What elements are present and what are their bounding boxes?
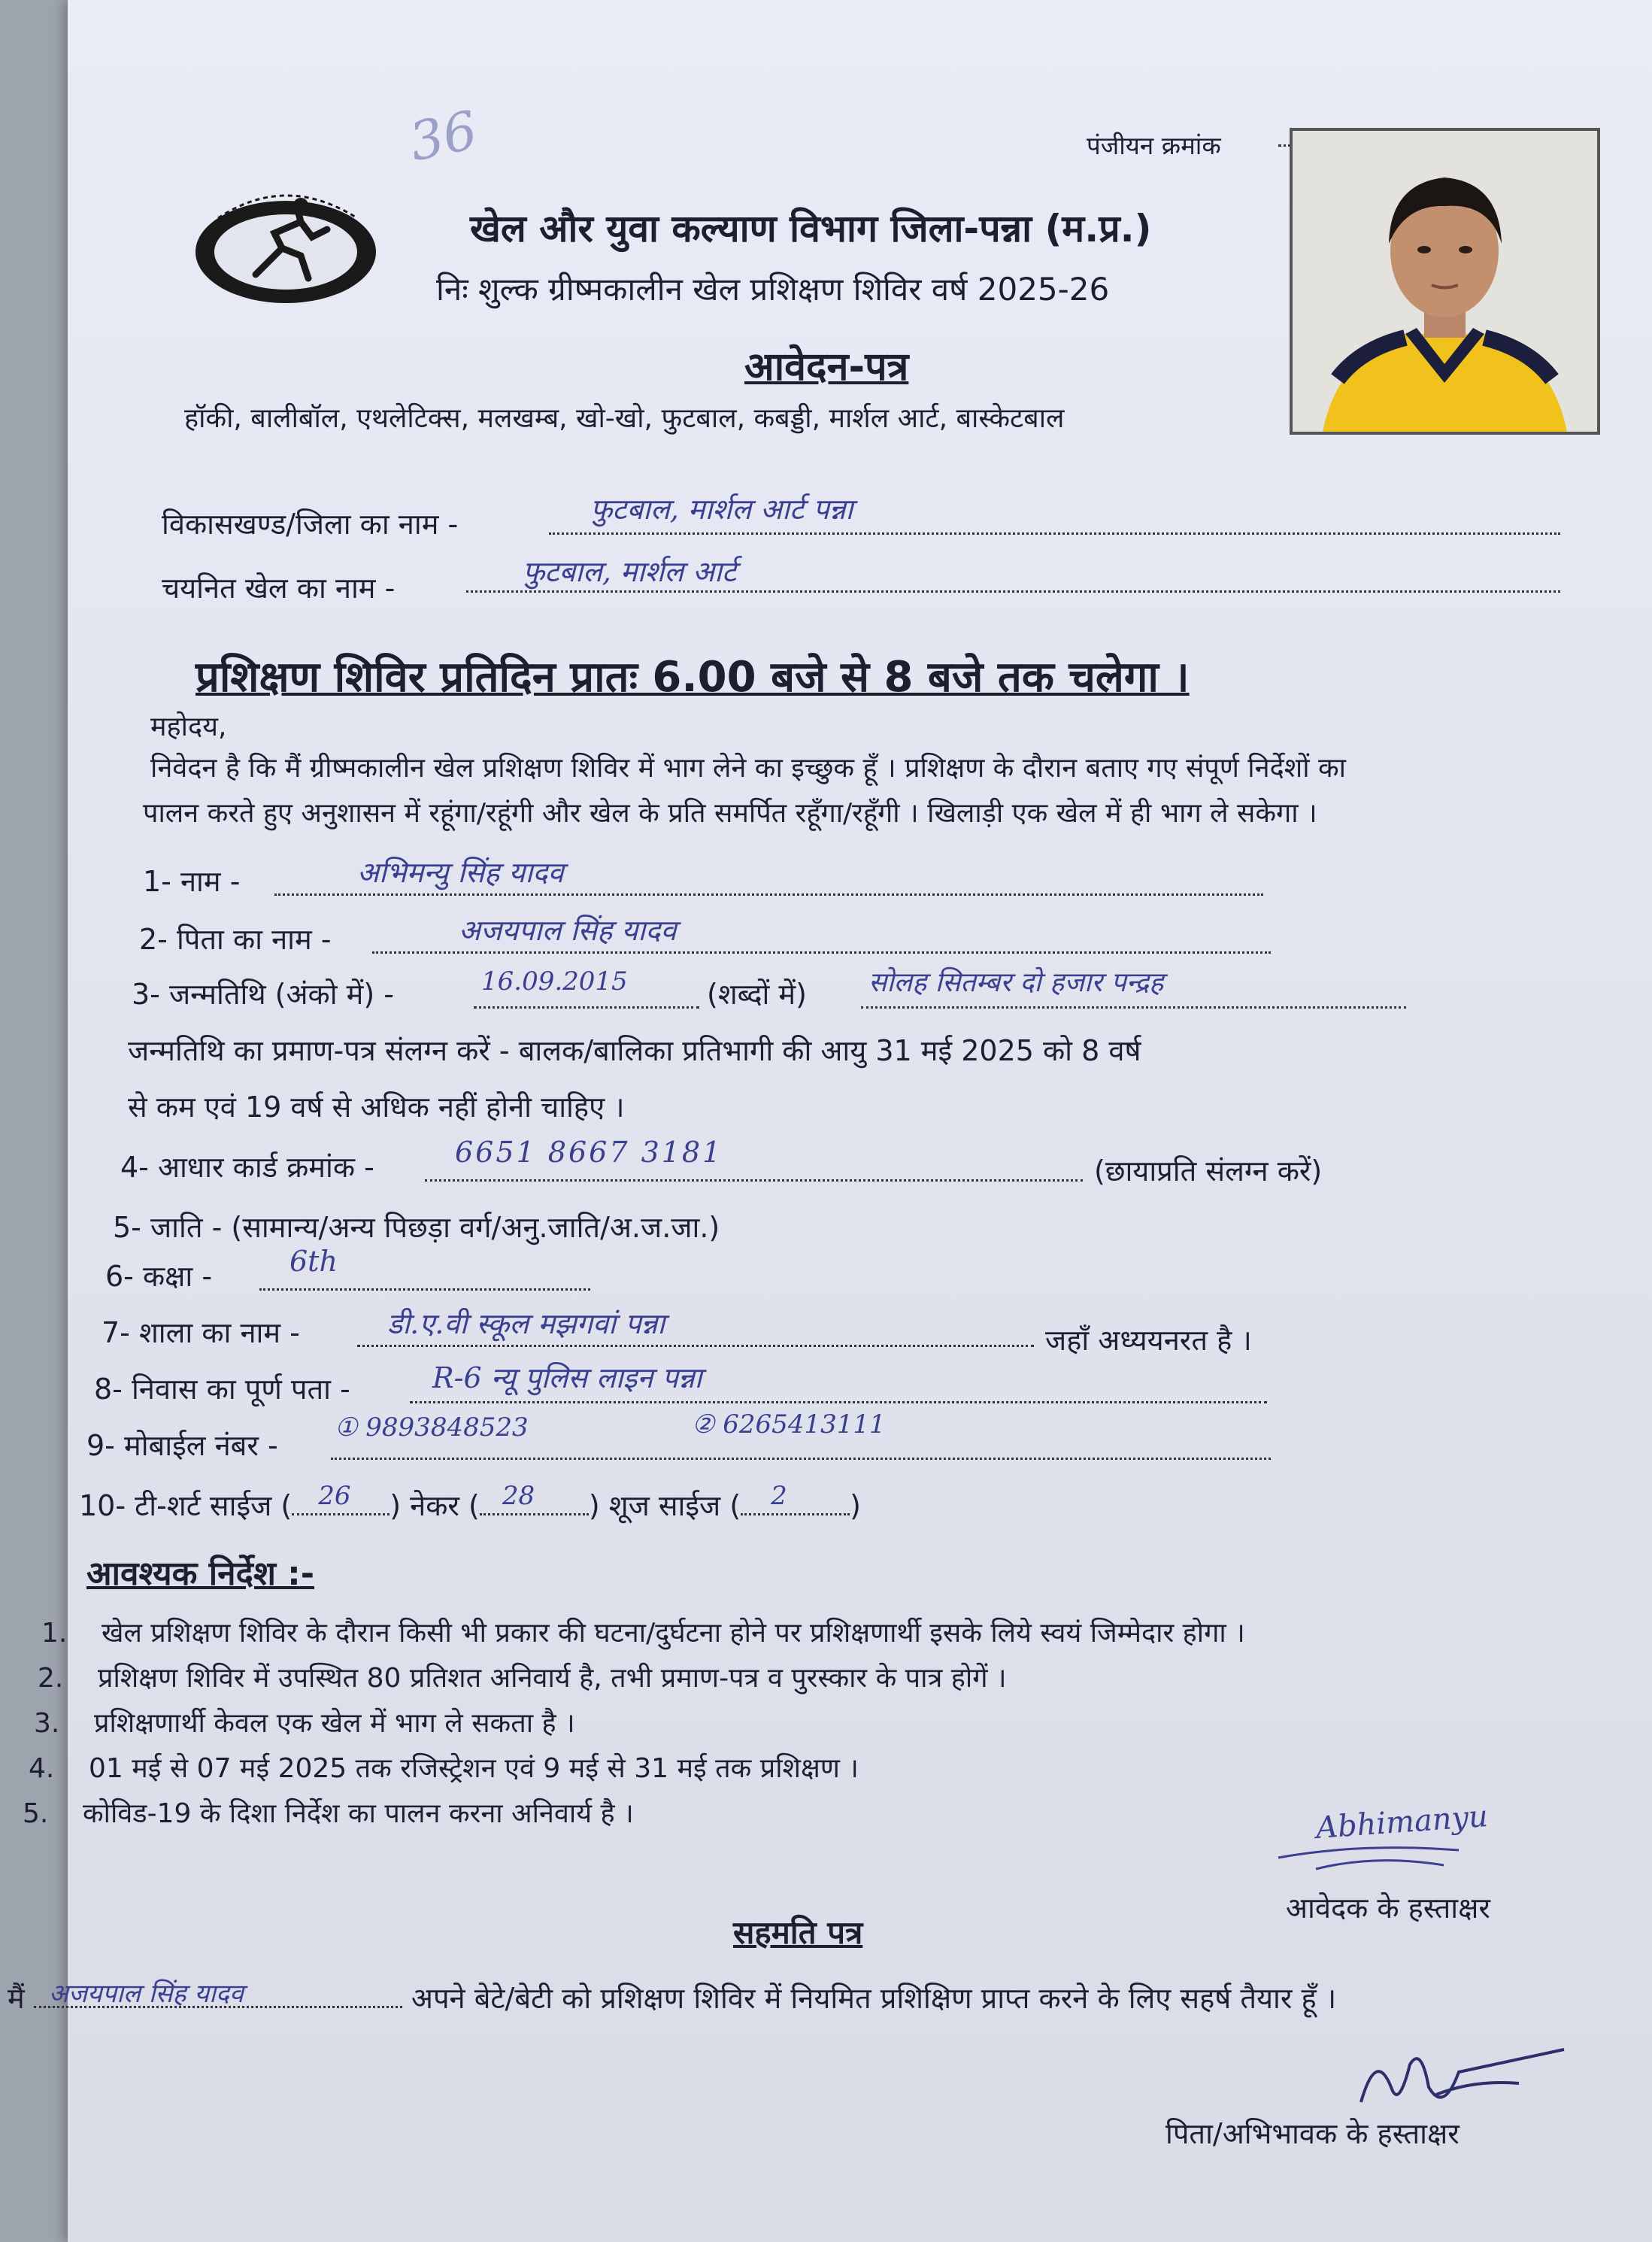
school-suffix: जहाँ अध्ययनरत है । <box>1045 1324 1252 1357</box>
department-logo <box>188 177 383 312</box>
form-title: आवेदन-पत्र <box>744 344 909 390</box>
applicant-signature[interactable]: Abhimanyu <box>1314 1799 1490 1846</box>
nekar-label: ) नेकर ( <box>390 1489 480 1522</box>
father-name-field[interactable]: अजयपाल सिंह यादव <box>372 936 1271 954</box>
department-title: खेल और युवा कल्याण विभाग जिला-पन्ना (म.प्र.) <box>470 207 1152 250</box>
consent-text: अपने बेटे/बेटी को प्रशिक्षण शिविर में नियमित प्रशिक्षिण प्राप्त करने के लिए सहर्ष तैयार हूँ । <box>411 1982 1337 2015</box>
instructions-heading: आवश्यक निर्देश :- <box>86 1555 315 1593</box>
camp-title: निः शुल्क ग्रीष्मकालीन खेल प्रशिक्षण शिविर वर्ष 2025-26 <box>436 271 1110 308</box>
timing-banner: प्रशिक्षण शिविर प्रतिदिन प्रातः 6.00 बजे से 8 बजे तक चलेगा । <box>196 653 1190 702</box>
registration-label: पंजीयन क्रमांक <box>1087 131 1221 160</box>
block-district-field[interactable]: फुटबाल, मार्शल आर्ट पन्ना <box>549 517 1560 535</box>
letter-line-1: निवेदन है कि मैं ग्रीष्मकालीन खेल प्रशिक्षण शिविर में भाग लेने का इच्छुक हूँ । प्रशिक्षण के दौरान बताए गए संपूर्ण निर्देशों का <box>150 753 1346 784</box>
dob-label: 3- जन्मतिथि (अंको में) - <box>132 978 394 1011</box>
shoe-field[interactable]: 2 <box>741 1512 850 1515</box>
dob-note-1: जन्मतिथि का प्रमाण-पत्र संलग्न करें - बालक/बालिका प्रतिभागी की आयु 31 मई 2025 को 8 वर्ष <box>128 1034 1141 1067</box>
nekar-field[interactable]: 28 <box>480 1512 589 1515</box>
applicant-photo <box>1290 128 1600 435</box>
selected-sport-label: चयनित खेल का नाम - <box>162 572 396 605</box>
guardian-signature-label: पिता/अभिभावक के हस्ताक्षर <box>1165 2117 1460 2150</box>
tshirt-label: 10- टी-शर्ट साईज ( <box>79 1489 293 1522</box>
salutation: महोदय, <box>150 711 227 742</box>
class-label: 6- कक्षा - <box>105 1260 213 1293</box>
instruction-item: 1. खेल प्रशिक्षण शिविर के दौरान किसी भी प्रकार की घटना/दुर्घटना होने पर प्रशिक्षणार्थी इसके लिये स्वयं जिम्मेदार होगा । <box>41 1618 1245 1649</box>
applicant-signature-label: आवेदक के हस्ताक्षर <box>1286 1892 1490 1925</box>
page-number-mark: 36 <box>404 99 483 174</box>
tshirt-field[interactable]: 26 <box>292 1512 390 1515</box>
address-field[interactable]: R-6 न्यू पुलिस लाइन पन्ना <box>410 1386 1267 1403</box>
block-district-label: विकासखण्ड/जिला का नाम - <box>162 508 459 541</box>
aadhaar-suffix: (छायाप्रति संलग्न करें) <box>1094 1154 1323 1188</box>
instruction-item: 5. कोविड-19 के दिशा निर्देश का पालन करना अनिवार्य है । <box>23 1798 634 1829</box>
dob-note-2: से कम एवं 19 वर्ष से अधिक नहीं होनी चाहिए । <box>128 1091 625 1124</box>
consent-line <box>8 1978 1336 2017</box>
dob-words-label: (शब्दों में) <box>707 978 807 1011</box>
consent-prefix: मैं <box>8 1982 25 2015</box>
dob-words-field[interactable]: सोलह सितम्बर दो हजार पन्द्रह <box>861 991 1406 1009</box>
consent-heading: सहमति पत्र <box>733 1914 863 1951</box>
instruction-item: 4. 01 मई से 07 मई 2025 तक रजिस्ट्रेशन एवं 9 मई से 31 मई तक प्रशिक्षण । <box>29 1753 859 1784</box>
name-field[interactable]: अभिमन्यु सिंह यादव <box>274 878 1263 896</box>
name-label: 1- नाम - <box>143 865 241 898</box>
mobile-field[interactable]: ① 9893848523 ② 6265413111 <box>331 1443 1271 1460</box>
school-label: 7- शाला का नाम - <box>102 1316 300 1349</box>
sports-list: हॉकी, बालीबॉल, एथलेटिक्स, मलखम्ब, खो-खो, फुटबाल, कबड्डी, मार्शल आर्ट, बास्केटबाल <box>184 403 1065 434</box>
caste-label[interactable]: 5- जाति - (सामान्य/अन्य पिछड़ा वर्ग/अनु.जाति/अ.ज.जा.) <box>113 1211 720 1244</box>
selected-sport-field[interactable]: फुटबाल, मार्शल आर्ट <box>466 575 1560 593</box>
application-form-page <box>8 0 1652 2242</box>
father-name-label: 2- पिता का नाम - <box>139 923 332 956</box>
mobile-label: 9- मोबाईल नंबर - <box>86 1429 278 1462</box>
aadhaar-field[interactable]: 6651 8667 3181 <box>425 1164 1083 1182</box>
consent-name-field[interactable]: अजयपाल सिंह यादव <box>34 2005 402 2008</box>
size-row: 10- टी-शर्ट साईज ( 26 ) नेकर ( 28 ) शूज साईज ( 2 ) <box>79 1481 861 1522</box>
aadhaar-label: 4- आधार कार्ड क्रमांक - <box>120 1151 374 1184</box>
signature-flourish <box>1271 1835 1466 1873</box>
guardian-signature[interactable] <box>1338 2042 1579 2125</box>
instruction-item: 2. प्रशिक्षण शिविर में उपस्थित 80 प्रतिशत अनिवार्य है, तभी प्रमाण-पत्र व पुरस्कार के पात्र होगें । <box>38 1663 1007 1694</box>
address-label: 8- निवास का पूर्ण पता - <box>94 1373 350 1406</box>
dob-field[interactable]: 16.09.2015 <box>474 991 699 1009</box>
instruction-item: 3. प्रशिक्षणार्थी केवल एक खेल में भाग ले सकता है । <box>34 1708 575 1739</box>
letter-line-2: पालन करते हुए अनुशासन में रहूंगा/रहूंगी और खेल के प्रति समर्पित रहूँगा/रहूँगी । खिलाड़ी एक खेल में ही भाग ले सकेगा । <box>143 798 1317 829</box>
school-field[interactable]: डी.ए.वी स्कूल मझगवां पन्ना <box>357 1330 1034 1347</box>
class-field[interactable]: 6th <box>259 1273 590 1291</box>
shoe-label: ) शूज साईज ( <box>588 1489 741 1522</box>
